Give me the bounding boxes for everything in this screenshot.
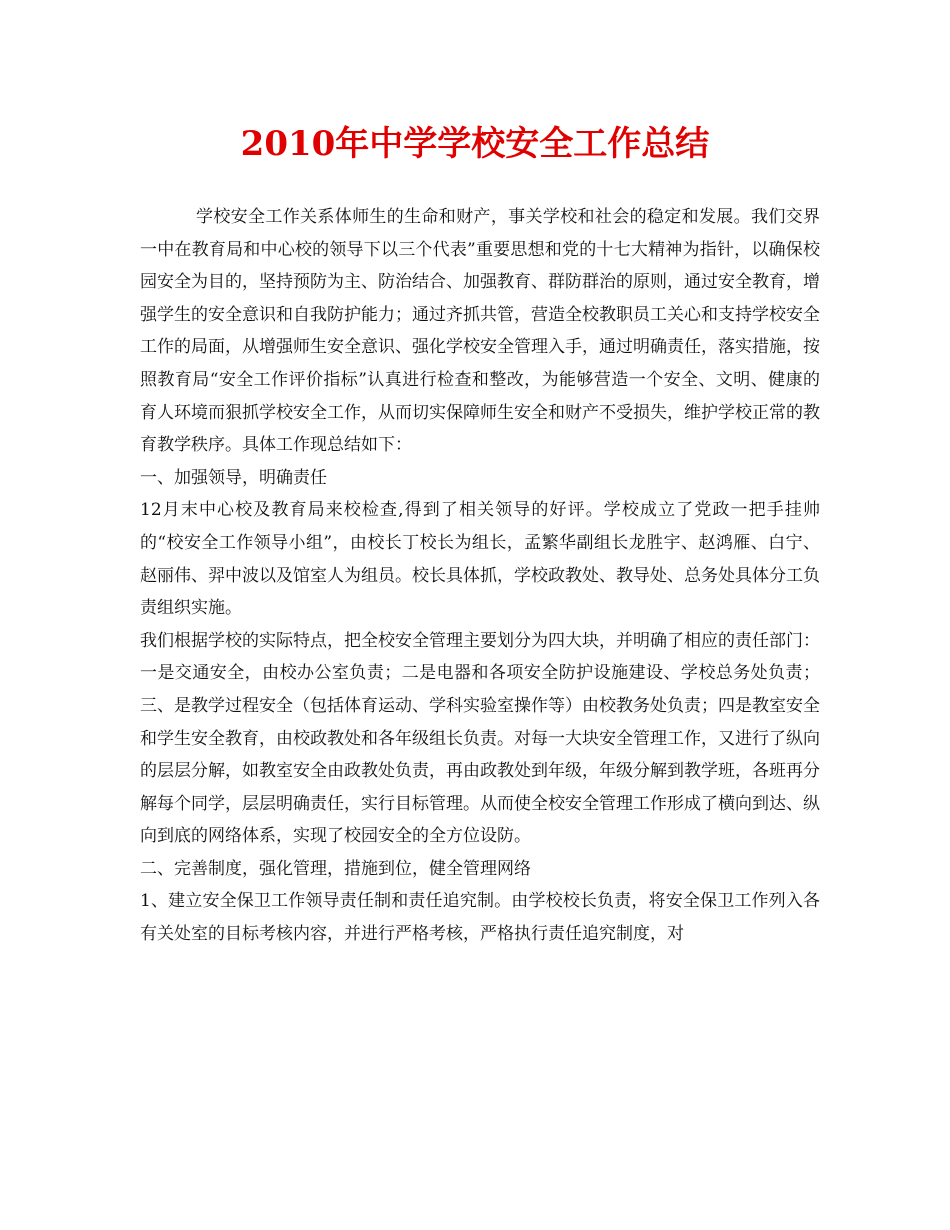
section-heading-2: 二、完善制度，强化管理，措施到位，健全管理网络: [140, 858, 531, 879]
paragraph-responsibility: 我们根据学校的实际特点，把全校安全管理主要划分为四大块，并明确了相应的责任部门：一是交通安全，由校办公室负责；二是电器和各项安全防护设施建设、学校总务处负责；三、是教学过程安全（包括体育运动、学科实验室操作等）由校教务处负责；四是教室安全和学生安全教育，由校政教处和各年级组长负责。对每一大块安全管理工作，又进行了纵向的层层分解，如教室安全由政教处负责，再由政教处到年级，年级分解到教学班，各班再分解每个同学，层层明确责任，实行目标管理。从而使全校安全管理工作形成了横向到达、纵向到底的网络体系，实现了校园安全的全方位设防。: [140, 630, 820, 847]
section-heading-1: 一、加强领导，明确责任: [140, 467, 327, 488]
paragraph-leadership: 12月末中心校及教育局来校检查,得到了相关领导的好评。学校成立了党政一把手挂帅的“校安全工作领导小组”，由校长丁校长为组长，孟繁华副组长龙胜宇、赵鸿雁、白宁、赵丽伟、羿中波以及馆室人为组员。校长具体抓，学校政教处、教导处、总务处具体分工负责组织实施。: [140, 500, 820, 619]
document-title: 2010年中学学校安全工作总结: [240, 124, 710, 164]
paragraph-system: 1、建立安全保卫工作领导责任制和责任追究制。由学校校长负责，将安全保卫工作列入各有关处室的目标考核内容，并进行严格考核，严格执行责任追究制度，对: [140, 891, 820, 945]
paragraph-intro: 学校安全工作关系体师生的生命和财产，事关学校和社会的稳定和发展。我们交界一中在教育局和中心校的领导下以三个代表”重要思想和党的十七大精神为指针，以确保校园安全为目的，坚持预防为主、防治结合、加强教育、群防群治的原则，通过安全教育，增强学生的安全意识和自我防护能力；通过齐抓共管，营造全校教职员工关心和支持学校安全工作的局面，从增强师生安全意识、强化学校安全管理入手，通过明确责任，落实措施，按照教育局“安全工作评价指标”认真进行检查和整改，为能够营造一个安全、文明、健康的育人环境而狠抓学校安全工作，从而切实保障师生安全和财产不受损失，维护学校正常的教育教学秩序。具体工作现总结如下：: [140, 207, 820, 456]
document-body: [140, 201, 820, 951]
